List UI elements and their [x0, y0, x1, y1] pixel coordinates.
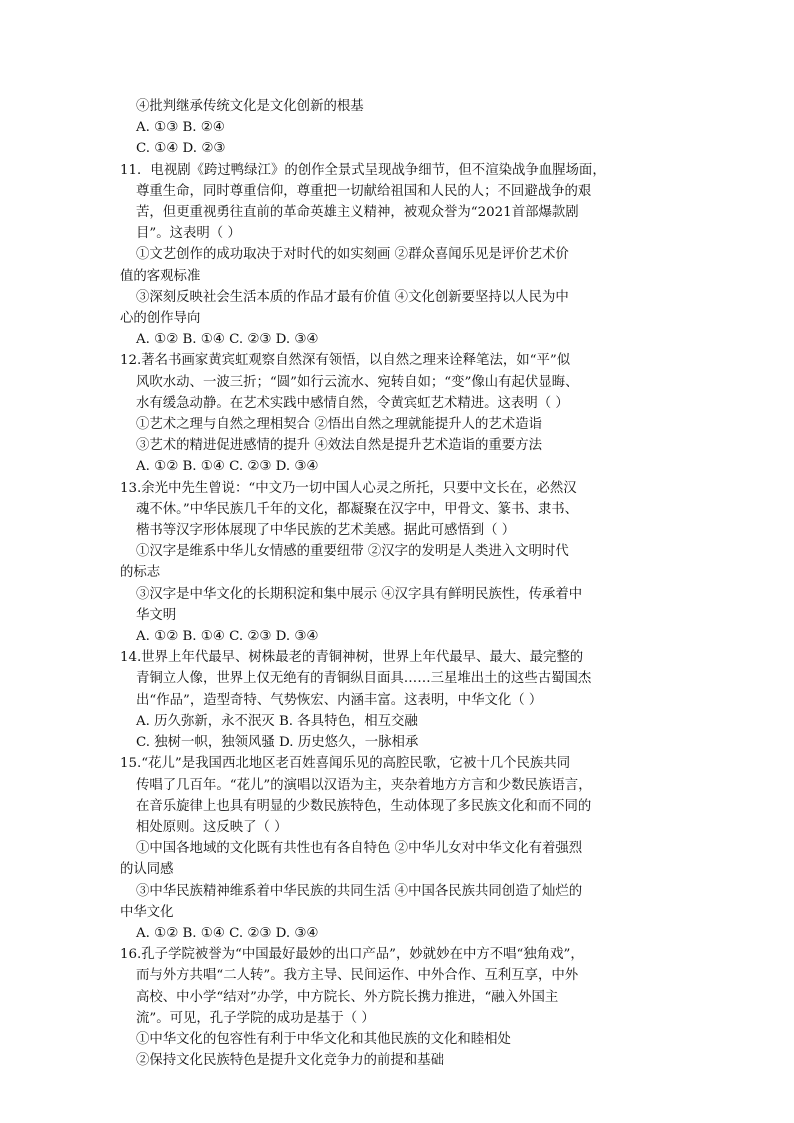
text-line-l26: A. ①② B. ①④ C. ②③ D. ③④ [136, 629, 319, 645]
text-line-l37: 的认同感 [120, 862, 174, 878]
text-line-l15: 水有缓急动静。在艺术实践中感情自然，令黄宾虹艺术精进。这表明（ ） [136, 395, 569, 411]
text-line-l39: 中华文化 [120, 904, 174, 920]
text-line-l35: 相处原则。这反映了（ ） [136, 819, 288, 835]
text-line-l20: 魂不休。”中华民族几千年的文化，都凝聚在汉字中，甲骨文、篆书、隶书、 [136, 501, 579, 517]
text-line-l33: 传唱了几百年。“花儿”的演唱以汉语为主，夹杂着地方方言和少数民族语言， [136, 777, 592, 793]
text-line-l18: A. ①② B. ①④ C. ②③ D. ③④ [136, 459, 319, 475]
text-line-l46: ②保持文化民族特色是提升文化竞争力的前提和基础 [136, 1053, 444, 1069]
document-page [120, 96, 680, 1071]
text-line-l10: ③深刻反映社会生活本质的作品才最有价值 ④文化创新要坚持以人民为中 [136, 289, 569, 305]
text-line-l02: A. ①③ B. ②④ [136, 120, 225, 136]
text-line-l41: 16.孔子学院被誉为“中国最好最妙的出口产品”，妙就妙在中方不唱“独角戏”， [120, 947, 584, 963]
text-line-l40: A. ①② B. ①④ C. ②③ D. ③④ [136, 925, 319, 941]
text-line-l19: 13.余光中先生曾说：“中文乃一切中国人心灵之所托，只要中文长在，必然汉 [120, 480, 577, 496]
text-line-l09: 值的客观标准 [120, 268, 201, 284]
text-line-l42: 而与外方共唱“二人转”。我方主导、民间运作、中外合作、互利互享，中外 [136, 968, 579, 984]
text-line-l11: 心的创作导向 [120, 311, 201, 327]
text-line-l04: 11．电视剧《跨过鸭绿江》的创作全景式呈现战争细节，但不渲染战争血腥场面， [120, 162, 606, 178]
text-line-l32: 15.“花儿”是我国西北地区老百姓喜闻乐见的高腔民歌，它被十几个民族共同 [120, 756, 571, 772]
text-line-l03: C. ①④ D. ②③ [136, 141, 226, 157]
text-line-l34: 在音乐旋律上也具有明显的少数民族特色，生动体现了多民族文化和而不同的 [136, 798, 592, 814]
text-line-l24: ③汉字是中华文化的长期积淀和集中展示 ④汉字具有鲜明民族性，传承着中 [136, 586, 583, 602]
text-line-l12: A. ①② B. ①④ C. ②③ D. ③④ [136, 332, 319, 348]
text-line-l23: 的标志 [120, 565, 161, 581]
text-line-l08: ①文艺创作的成功取决于对时代的如实刻画 ②群众喜闻乐见是评价艺术价 [136, 247, 569, 263]
text-line-l07: 目”。这表明（ ） [136, 226, 241, 242]
text-line-l31: C. 独树一帜，独领风骚 D. 历史悠久，一脉相承 [136, 735, 419, 751]
text-line-l01: ④批判继承传统文化是文化创新的根基 [136, 99, 364, 114]
text-line-l14: 风吹水动、一波三折；“圆”如行云流水、宛转自如；“变”像山有起伏显晦、 [136, 374, 579, 390]
text-line-l44: 流”。可见，孔子学院的成功是基于（ ） [136, 1010, 375, 1026]
text-line-l16: ①艺术之理与自然之理相契合 ②悟出自然之理就能提升人的艺术造诣 [136, 417, 542, 433]
text-line-l30: A. 历久弥新，永不泯灭 B. 各具特色，相互交融 [136, 713, 418, 729]
text-line-l29: 出“作品”，造型奇特、气势恢宏、内涵丰富。这表明，中华文化（ ） [136, 692, 543, 708]
text-line-l43: 高校、中小学“结对”办学，中方院长、外方院长携力推进，“融入外国主 [136, 989, 559, 1005]
text-line-l25: 华文明 [136, 607, 177, 623]
text-line-l13: 12.著名书画家黄宾虹观察自然深有领悟，以自然之理来诠释笔法，如“平”似 [120, 353, 571, 369]
text-line-l27: 14.世界上年代最早、树株最老的青铜神树，世界上年代最早、最大、最完整的 [120, 650, 584, 666]
text-line-l17: ③艺术的精进促进感情的提升 ④效法自然是提升艺术造诣的重要方法 [136, 438, 542, 454]
text-line-l21: 楷书等汉字形体展现了中华民族的艺术美感。据此可感悟到（ ） [136, 523, 516, 539]
text-line-l45: ①中华文化的包容性有利于中华文化和其他民族的文化和睦相处 [136, 1031, 511, 1047]
text-line-l38: ③中华民族精神维系着中华民族的共同生活 ④中国各民族共同创造了灿烂的 [136, 883, 583, 899]
text-line-l36: ①中国各地域的文化既有共性也有各自特色 ②中华儿女对中华文化有着强烈 [136, 841, 583, 857]
text-line-l06: 苦，但更重视勇往直前的革命英雄主义精神，被观众誉为“2021首部爆款剧 [136, 205, 579, 221]
text-line-l22: ①汉字是维系中华儿女情感的重要纽带 ②汉字的发明是人类进入文明时代 [136, 544, 569, 560]
text-line-l28: 青铜立人像，世界上仅无绝有的青铜纵目面具……三星堆出土的这些古蜀国杰 [136, 671, 592, 687]
text-line-l05: 尊重生命，同时尊重信仰，尊重把一切献给祖国和人民的人；不回避战争的艰 [136, 183, 592, 199]
